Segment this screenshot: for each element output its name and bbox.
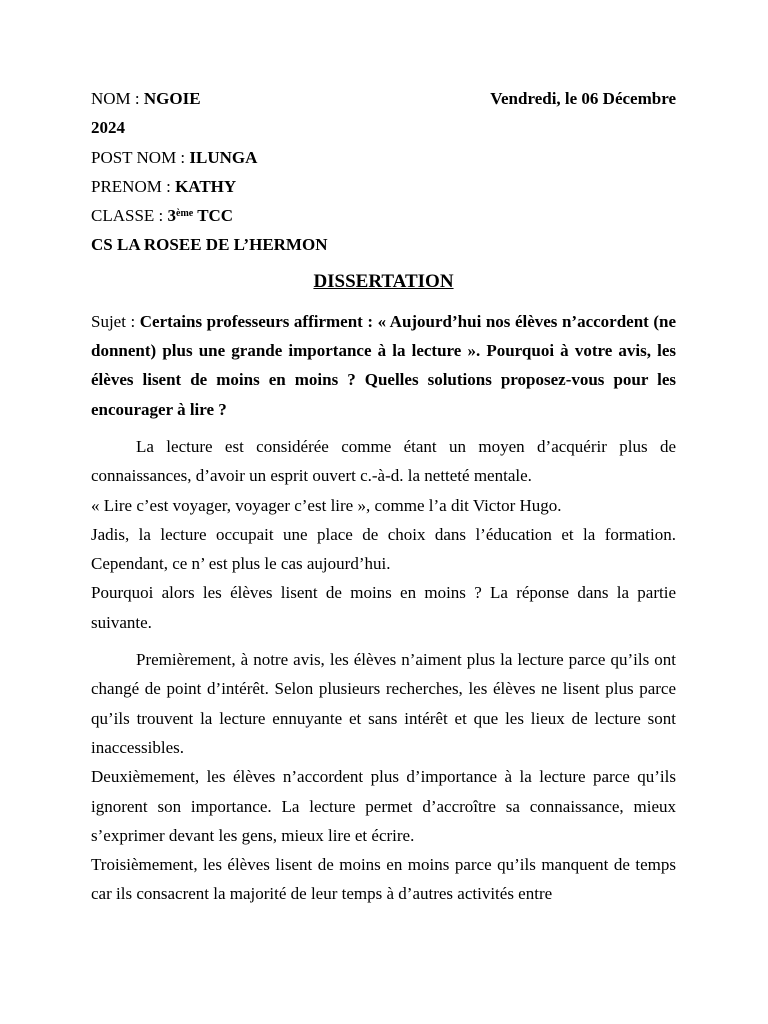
subject-label: Sujet :: [91, 311, 140, 331]
classe-label: CLASSE :: [91, 206, 168, 226]
date-year: 2024: [91, 118, 125, 138]
body-paragraph-1: Premièrement, à notre avis, les élèves n’aiment plus la lecture parce qu’ils ont changé de point d’intérêt. Selon plusieurs recherches, les élèves ne lisent plus parce qu’ils trouvent la lecture ennuyante et sans intérêt et que les lieux de lecture sont inaccessibles.: [91, 650, 676, 757]
date-text: Vendredi, le 06 Décembre: [490, 89, 676, 108]
school-name: CS LA ROSEE DE L’HERMON: [91, 235, 328, 255]
postnom-label: POST NOM :: [91, 147, 190, 167]
body-paragraph-3: Troisièmement, les élèves lisent de moins en moins parce qu’ils manquent de temps car ils consacrent la majorité de leur temps à d’autres activités entre: [91, 855, 676, 904]
intro-paragraph-4: Pourquoi alors les élèves lisent de moins en moins ? La réponse dans la partie suivante.: [91, 583, 676, 632]
classe-value: TCC: [193, 206, 234, 226]
prenom-line: [91, 172, 676, 201]
document-page: [91, 84, 676, 909]
prenom-value: KATHY: [175, 176, 237, 196]
classe-superscript: ème: [176, 208, 194, 220]
nom-value: NGOIE: [143, 89, 201, 108]
postnom-line: [91, 143, 676, 172]
prenom-label: PRENOM :: [91, 176, 176, 196]
intro-paragraph-2: « Lire c’est voyager, voyager c’est lire », comme l’a dit Victor Hugo.: [91, 495, 562, 515]
intro-paragraph-1: La lecture est considérée comme étant un moyen d’acquérir plus de connaissances, d’avoir un esprit ouvert c.-à-d. la netteté mentale.: [91, 436, 676, 486]
nom-label: NOM :: [91, 89, 144, 108]
classe-line: [91, 201, 676, 230]
document-title: DISSERTATION: [313, 270, 454, 292]
body-paragraph-2: Deuxièmement, les élèves n’accordent plus d’importance à la lecture parce qu’ils ignorent son importance. La lecture permet d’accroître sa connaissance, mieux s’exprimer devant les gens, mieux lire et écrire.: [91, 767, 676, 845]
name-date-row: [91, 84, 676, 113]
nom-line: [91, 84, 201, 113]
classe-number: 3: [167, 206, 177, 226]
subject-paragraph: [91, 307, 676, 424]
intro-paragraph-3: Jadis, la lecture occupait une place de choix dans l’éducation et la formation. Cependant, ce n’ est plus le cas aujourd’hui.: [91, 524, 676, 574]
subject-text: Certains professeurs affirment : « Aujourd’hui nos élèves n’accordent (ne donnent) plus une grande importance à la lecture ». Pourquoi à votre avis, les élèves lisent de moins en moins ? Quelles solutions proposez-vous pour les encourager à lire ?: [91, 311, 677, 419]
postnom-value: ILUNGA: [189, 147, 258, 167]
